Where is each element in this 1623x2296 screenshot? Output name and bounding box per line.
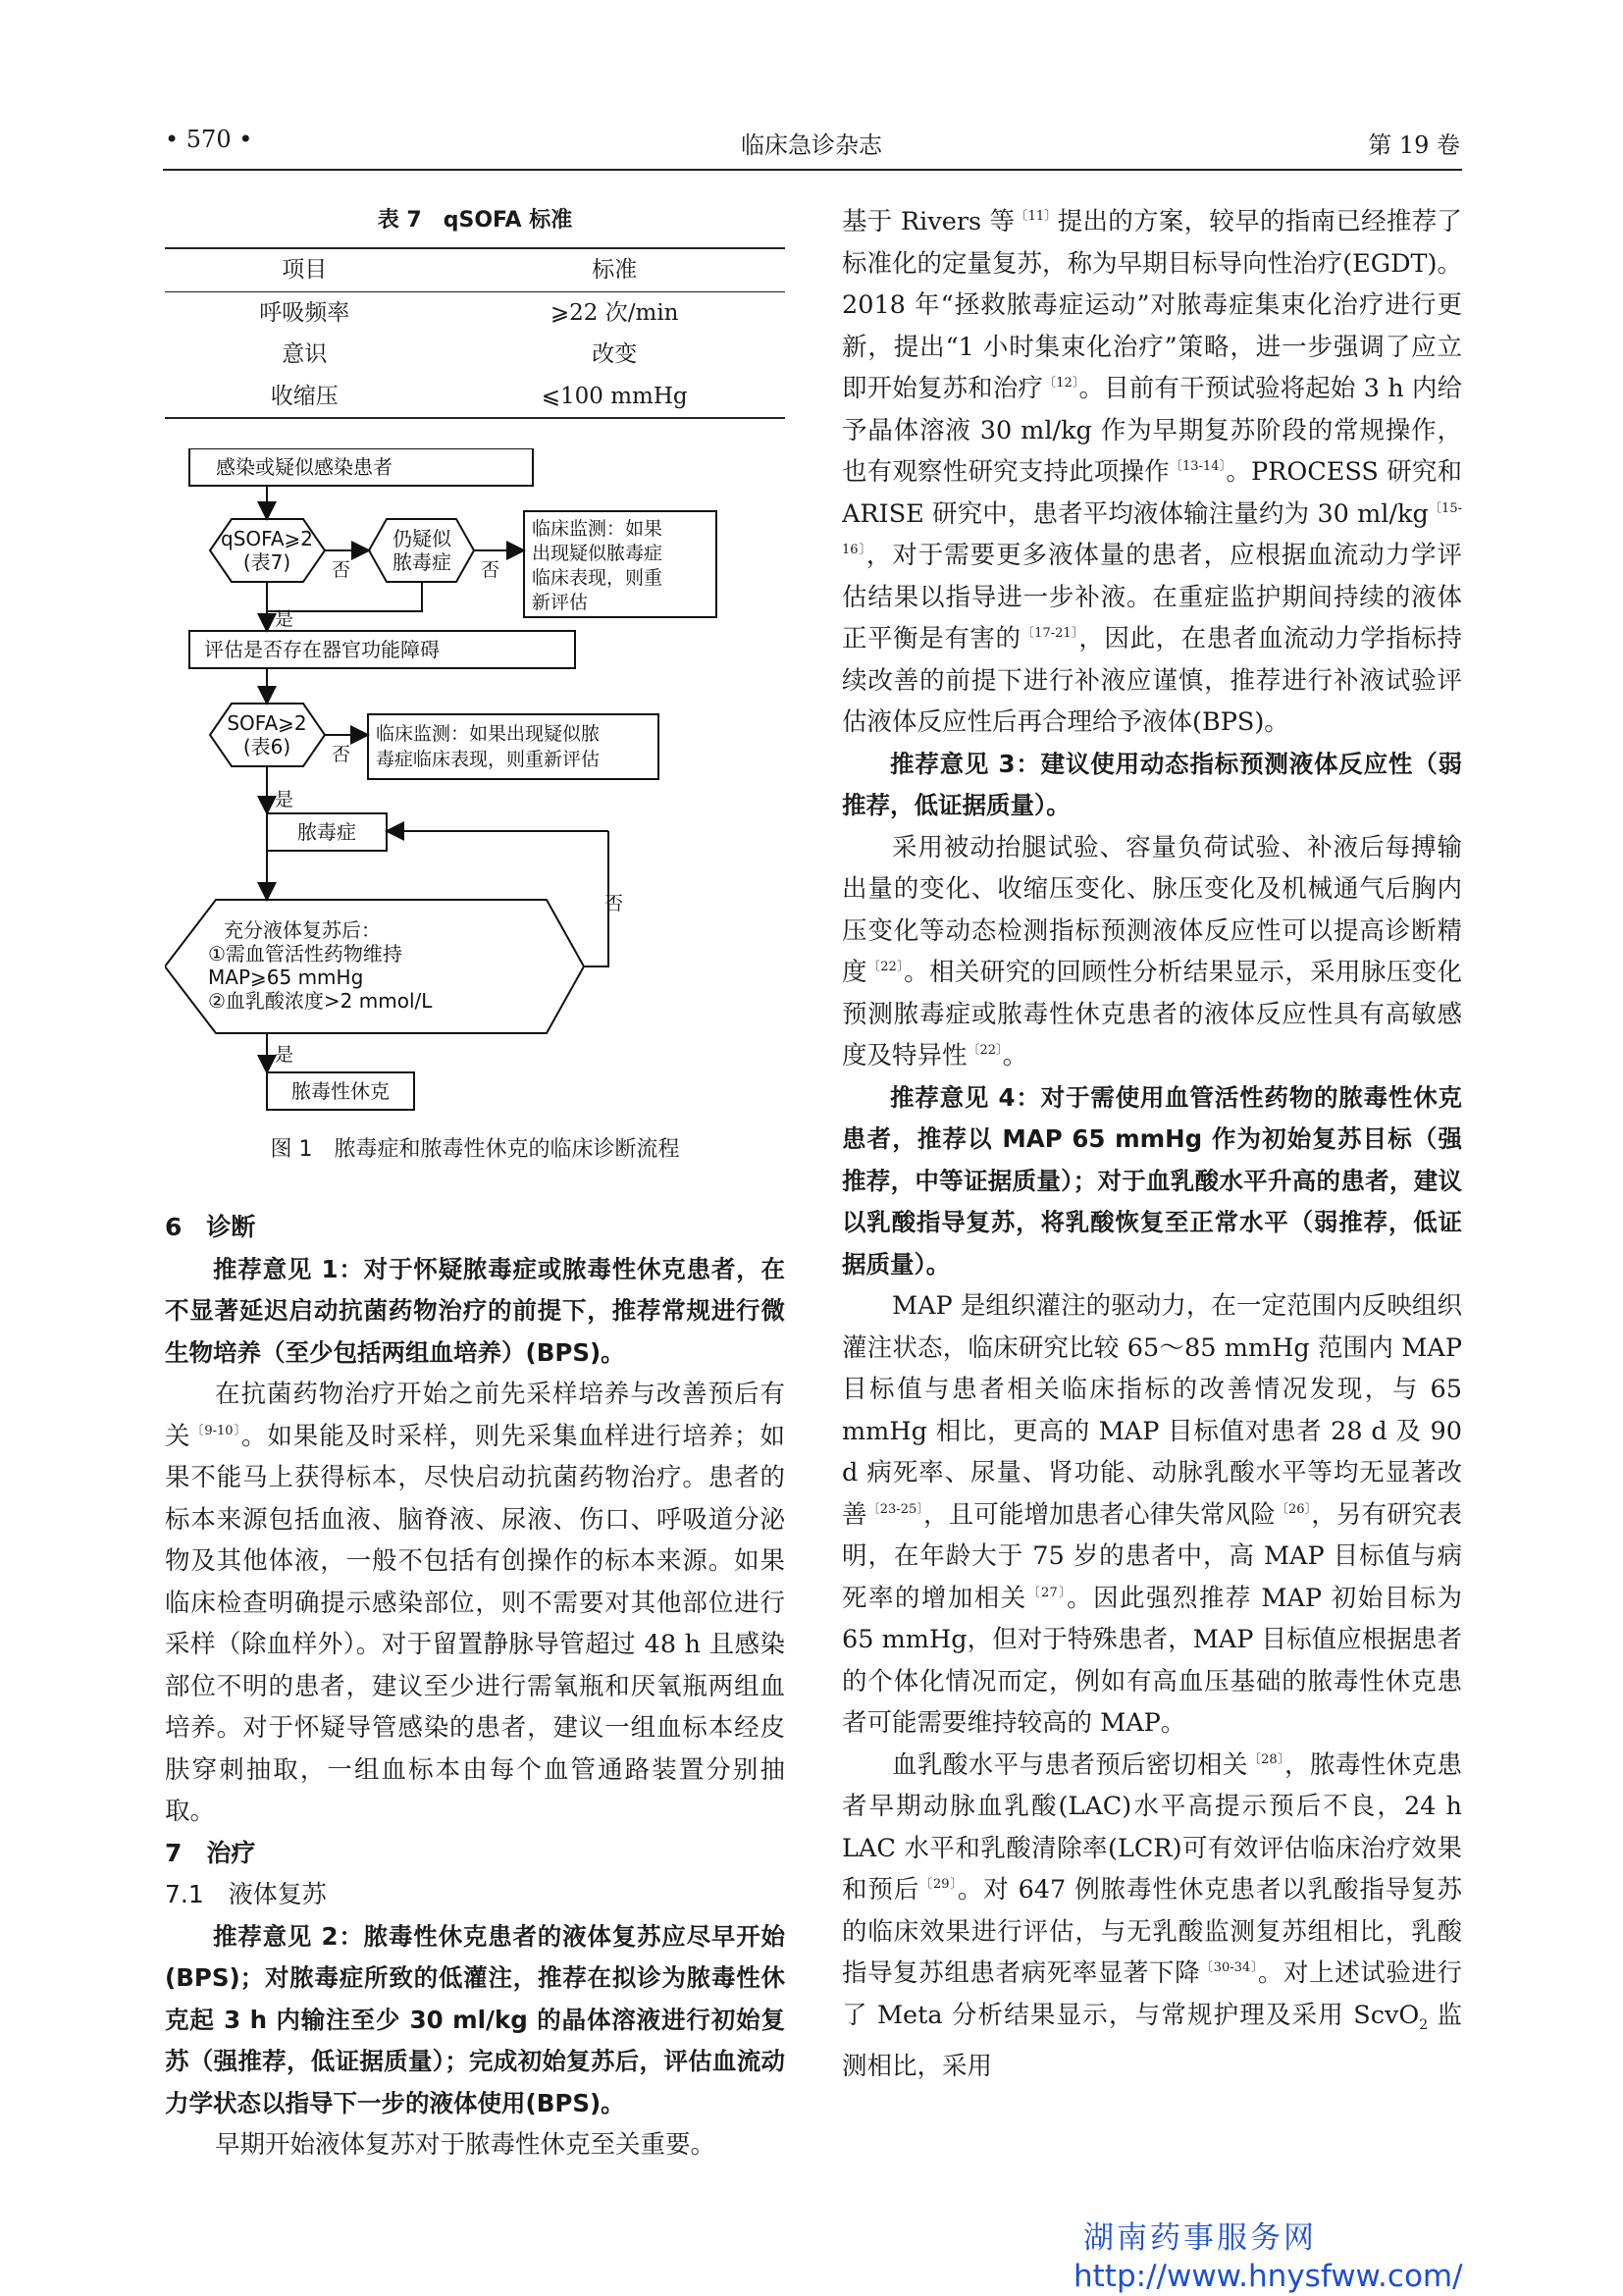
still-suspect-label: 脓毒症 (393, 550, 451, 574)
shock-label: 脓毒性休克 (291, 1079, 390, 1103)
table-row (165, 291, 785, 334)
citation: 〔15-16〕 (842, 500, 1462, 557)
table-cell: 意识 (282, 341, 328, 367)
monitor1-line: 临床监测：如果 (532, 518, 663, 540)
resus-line: MAP⩾65 mmHg (208, 965, 364, 989)
page-number: • 570 • (165, 126, 253, 153)
resus-line: ②血乳酸浓度>2 mmol/L (208, 989, 433, 1013)
left-column-text (165, 1207, 785, 2166)
citation: 〔13-14〕 (1169, 459, 1227, 474)
organ-label: 评估是否存在器官功能障碍 (204, 638, 440, 661)
column-header: 标准 (592, 257, 638, 283)
table-cell: ⩽100 mmHg (541, 383, 688, 409)
recommendation-1: 推荐意见 1：对于怀疑脓毒症或脓毒性休克患者，在不显著延迟启动抗菌药物治疗的前提下，推荐常规进行微生物培养（至少包括两组血培养）(BPS)。 (165, 1254, 785, 1367)
resus-line: ①需血管活性药物维持 (208, 942, 402, 965)
citation: 〔12〕 (1043, 376, 1079, 391)
table-cell: ⩾22 次/min (550, 299, 679, 326)
recommendation-3: 推荐意见 3：建议使用动态指标预测液体反应性（弱推荐，低证据质量）。 (842, 749, 1462, 819)
citation: 〔23-25〕 (866, 1501, 924, 1517)
table-row (165, 334, 785, 376)
citation: 〔28〕 (1247, 1751, 1285, 1767)
left-column (165, 206, 785, 1172)
qsofa-ref: (表7) (242, 550, 291, 574)
sepsis-label: 脓毒症 (297, 820, 356, 844)
diagnosis-flowchart (165, 448, 785, 1116)
paragraph: MAP 是组织灌注的驱动力，在一定范围内反映组织灌注状态，临床研究比较 65～85 mmHg 范围内 MAP 目标值与患者相关临床指标的改善情况发现，与 65 mmHg 相比，更高的 MAP 目标值对患者 28 d 及 90 d 病死率、尿量、肾功能、动脉乳酸水平等均无显著改善$^{〔23-25〕}$，且可能增加患者心律失常风险$^{〔26〕}$，另有研究表明，在年龄大于 75 岁的患者中，高 MAP 目标值与病死率的增加相关$^{〔27〕}$。因此强烈推荐 MAP 初始目标为 65 mmHg，但对于特殊患者，MAP 目标值应根据患者的个体化情况而定，例如有高血压基础的脓毒性休克患者可能需要维持较高的 MAP。 (842, 1291, 1462, 1738)
right-column (842, 201, 1462, 2088)
citation: 〔26〕 (1275, 1501, 1312, 1517)
recommendation-2: 推荐意见 2：脓毒性休克患者的液体复苏应尽早开始(BPS)；对脓毒症所致的低灌注，推荐在拟诊为脓毒性休克起 3 h 内输注至少 30 ml/kg 的晶体溶液进行初始复苏（强推荐，低证据质量）；完成初始复苏后，评估血流动力学状态以指导下一步的液体使用(BPS)。 (165, 1921, 785, 2117)
header-rule (163, 169, 1462, 171)
table-row (165, 376, 785, 419)
resus-line: 充分液体复苏后： (224, 918, 381, 942)
sofa-ref: (表6) (242, 735, 291, 758)
citation: 〔17-21〕 (1021, 626, 1079, 641)
paragraph: 血乳酸水平与患者预后密切相关$^{〔28〕}$，脓毒性休克患者早期动脉血乳酸(LAC)水平高提示预后不良，24 h LAC 水平和乳酸清除率(LCR)可有效评估临床治疗效果和预后$^{〔29〕}$。对 647 例脓毒性休克患者以乳酸指导复苏的临床效果进行评估，与无乳酸监测复苏组相比，乳酸指导复苏组患者病死率显著下降$^{〔30-34〕}$。对上述试验进行了 Meta 分析结果显示，与常规护理及采用 ScvO$_2$ 监测相比，采用 (842, 1749, 1462, 2082)
section-heading: 7 治疗 (165, 1838, 256, 1867)
volume-label: 第 19 卷 (1368, 131, 1460, 159)
start-label: 感染或疑似感染患者 (216, 455, 393, 479)
watermark (1073, 2219, 1463, 2296)
yes-label: 是 (275, 608, 294, 630)
still-suspect-label: 仍疑似 (393, 527, 451, 550)
figure-caption: 图 1 脓毒症和脓毒性休克的临床诊断流程 (270, 1137, 680, 1162)
no-label: 否 (481, 559, 500, 581)
table-caption: 表 7 qSOFA 标准 (377, 208, 573, 233)
citation: 〔29〕 (919, 1877, 958, 1892)
journal-title: 临床急诊杂志 (741, 131, 882, 159)
citation: 〔27〕 (1026, 1585, 1068, 1600)
sofa-label: SOFA⩾2 (227, 711, 307, 735)
citation: 〔9-10〕 (190, 1423, 241, 1438)
qsofa-table (165, 247, 785, 419)
no-label: 否 (604, 893, 624, 914)
watermark-url[interactable]: http://www.hnysfww.com/ (1073, 2259, 1463, 2294)
recommendation-4: 推荐意见 4：对于需使用血管活性药物的脓毒性休克患者，推荐以 MAP 65 mmHg 作为初始复苏目标（强推荐，中等证据质量）；对于血乳酸水平升高的患者，建议以乳酸指导复苏，将乳酸恢复至正常水平（弱推荐，低证据质量）。 (842, 1082, 1462, 1278)
citation: 〔22〕 (967, 1043, 1003, 1058)
monitor1-line: 出现疑似脓毒症 (532, 543, 663, 564)
table-cell: 改变 (592, 341, 638, 367)
watermark-site-name: 湖南药事服务网 (1083, 2220, 1317, 2256)
section-heading: 6 诊断 (165, 1213, 256, 1241)
no-label: 否 (332, 744, 351, 765)
monitor1-line: 临床表现，则重 (532, 567, 663, 589)
yes-label: 是 (275, 789, 294, 810)
yes-label: 是 (275, 1044, 294, 1066)
table-cell: 呼吸频率 (259, 299, 350, 326)
column-header: 项目 (282, 257, 328, 283)
monitor2-line: 毒症临床表现，则重新评估 (376, 749, 601, 770)
citation: 〔30-34〕 (1200, 1960, 1258, 1975)
paragraph: 采用被动抬腿试验、容量负荷试验、补液后每搏输出量的变化、收缩压变化、脉压变化及机械通气后胸内压变化等动态检测指标预测液体反应性可以提高诊断精度$^{〔22〕}$。相关研究的回顾性分析结果显示，采用脉压变化预测脓毒症或脓毒性休克患者的液体反应性具有高敏感度及特异性$^{〔22〕}$。 (842, 832, 1462, 1070)
table-cell: 收缩压 (270, 383, 339, 409)
citation: 〔11〕 (1015, 209, 1058, 224)
monitor2-line: 临床监测：如果出现疑似脓 (376, 723, 601, 745)
paragraph: 早期开始液体复苏对于脓毒性休克至关重要。 (215, 2130, 716, 2160)
paragraph: 基于 Rivers 等$^{〔11〕}$提出的方案，较早的指南已经推荐了标准化的定量复苏，称为早期目标导向性治疗(EGDT)。2018 年“拯救脓毒症运动”对脓毒症集束化治疗进行更新，提出“1 小时集束化治疗”策略，进一步强调了应立即开始复苏和治疗$^{〔12〕}$。目前有干预试验将起始 3 h 内给予晶体溶液 30 ml/kg 作为早期复苏阶段的常规操作，也有观察性研究支持此项操作$^{〔13-14〕}$。PROCESS 研究和 ARISE 研究中，患者平均液体输注量约为 30 $ml/kg^{〔15-16〕}$，对于需要更多液体量的患者，应根据血流动力学评估结果以指导进一步补液。在重症监护期间持续的液体正平衡是有害的$^{〔17-21〕}$，因此，在患者血流动力学指标持续改善的前提下进行补液应谨慎，推荐进行补液试验评估液体反应性后再合理给予液体(BPS)。 (842, 207, 1462, 737)
qsofa-label: qSOFA⩾2 (221, 527, 313, 550)
no-label: 否 (332, 559, 351, 581)
citation: 〔22〕 (866, 960, 905, 974)
paragraph: 在抗菌药物治疗开始之前先采样培养与改善预后有关$^{〔9-10〕}$。如果能及时采样，则先采集血样进行培养；如果不能马上获得标本，尽快启动抗菌药物治疗。患者的标本来源包括血液、脑脊液、尿液、伤口、呼吸道分泌物及其他体液，一般不包括有创操作的标本来源。如果临床检查明确提示感染部位，则不需要对其他部位进行采样（除血样外）。对于留置静脉导管超过 48 h 且感染部位不明的患者，建议至少进行需氧瓶和厌氧瓶两组血培养。对于怀疑导管感染的患者，建议一组血标本经皮肤穿刺抽取，一组血标本由每个血管通路装置分别抽取。 (165, 1380, 785, 1826)
subsection-heading: 7.1 液体复苏 (165, 1880, 327, 1908)
monitor1-line: 新评估 (532, 592, 589, 613)
table-header-row (165, 248, 785, 291)
subscript: 2 (1419, 2016, 1429, 2033)
